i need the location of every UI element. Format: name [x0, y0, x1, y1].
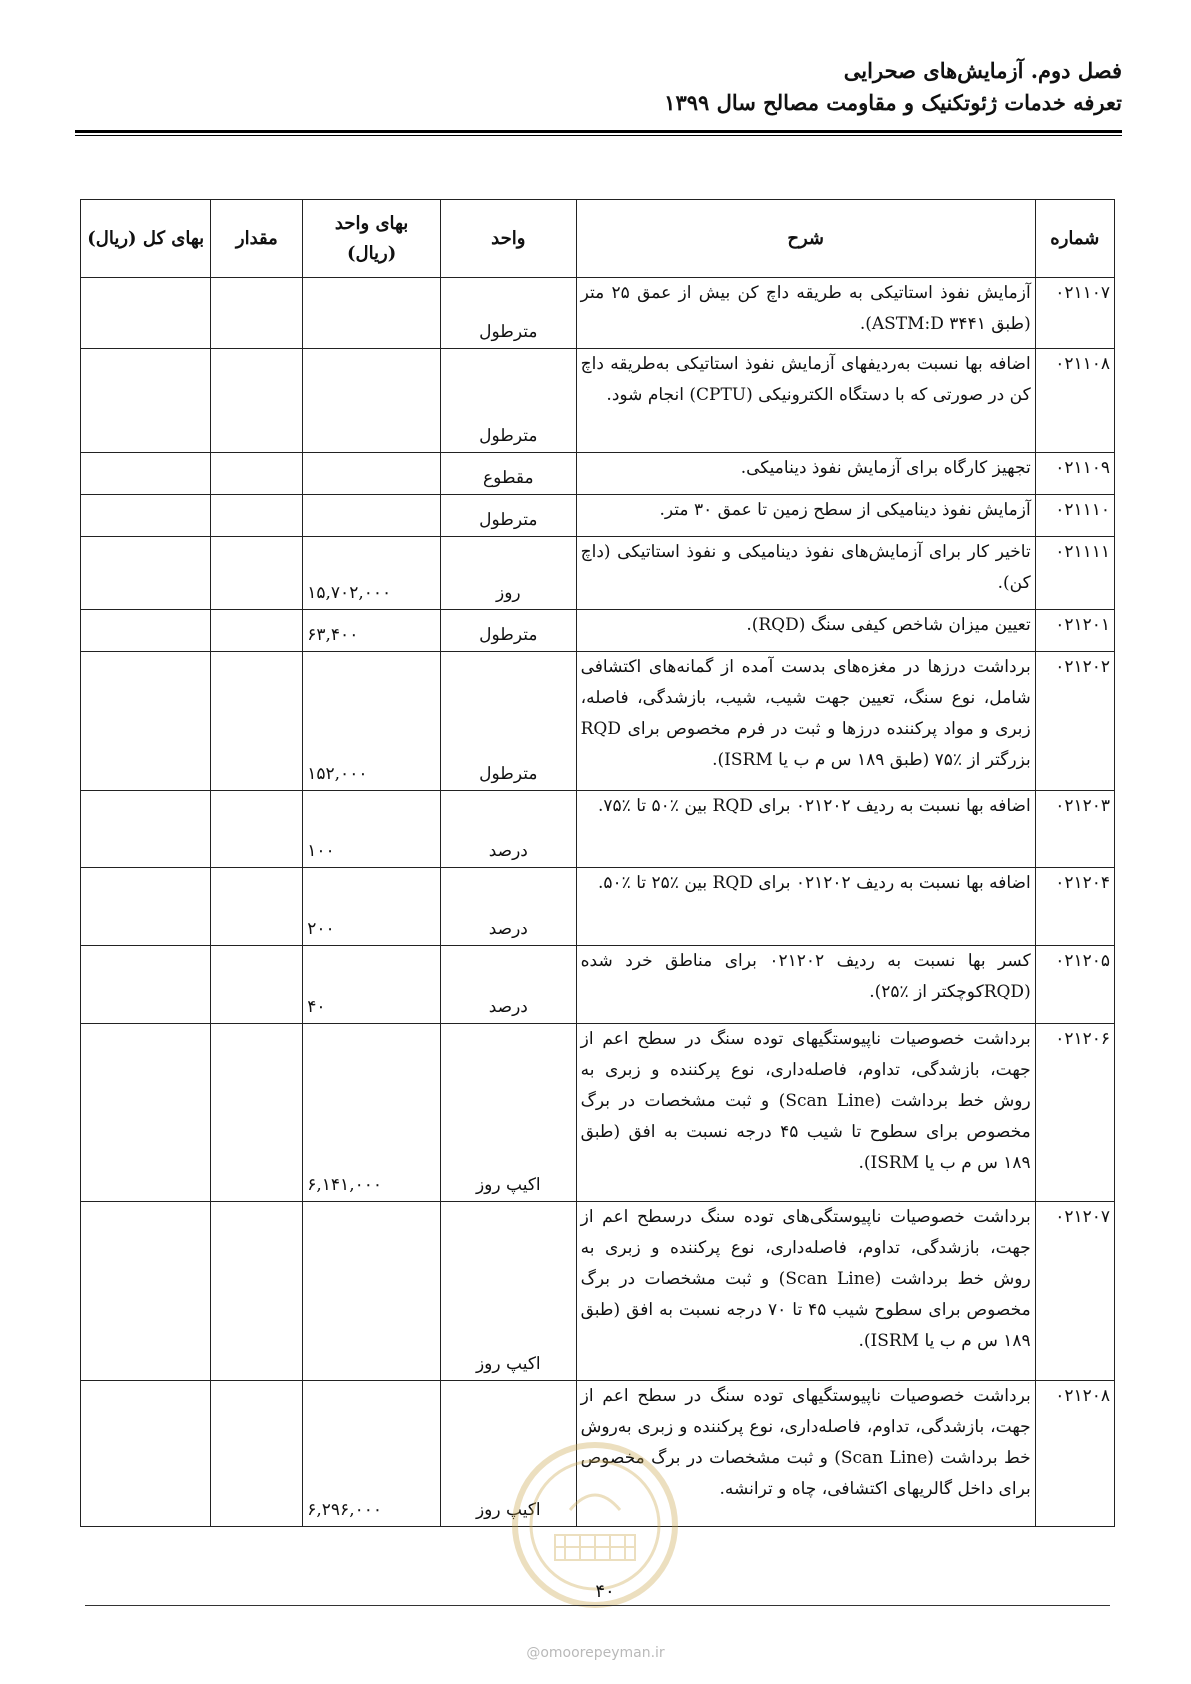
row-description: اضافه بها نسبت به ردیف ۰۲۱۲۰۲ برای RQD بین ٪۲۵ تا ٪۵۰. [576, 868, 1035, 946]
header-total-price: بهای کل (ریال) [81, 200, 211, 278]
row-total [81, 453, 211, 495]
row-code: ۰۲۱۱۰۷ [1035, 278, 1114, 349]
row-description: تاخیر کار برای آزمایش‌های نفوذ دینامیکی و نفوذ استاتیکی (داچ کن). [576, 537, 1035, 610]
row-description: کسر بها نسبت به ردیف ۰۲۱۲۰۲ برای مناطق خرد شده (RQDکوچکتر از ٪۲۵). [576, 946, 1035, 1024]
row-unit: مترطول [440, 652, 576, 791]
row-unit: مترطول [440, 278, 576, 349]
table-row [81, 453, 1115, 495]
header-quantity: مقدار [211, 200, 303, 278]
row-code: ۰۲۱۱۰۸ [1035, 349, 1114, 453]
table-row [81, 278, 1115, 349]
row-quantity [211, 610, 303, 652]
table-row [81, 1202, 1115, 1381]
row-unit: مترطول [440, 495, 576, 537]
row-unit: مقطوع [440, 453, 576, 495]
row-total [81, 868, 211, 946]
row-code: ۰۲۱۲۰۳ [1035, 791, 1114, 868]
row-code: ۰۲۱۱۱۰ [1035, 495, 1114, 537]
row-total [81, 946, 211, 1024]
row-quantity [211, 495, 303, 537]
footer-rule [85, 1605, 1110, 1606]
header-unit: واحد [440, 200, 576, 278]
row-unit-price: ۱۵۲,۰۰۰ [303, 652, 441, 791]
row-unit: اکیپ روز [440, 1202, 576, 1381]
table-row [81, 946, 1115, 1024]
row-total [81, 278, 211, 349]
row-unit-price: ۶۳,۴۰۰ [303, 610, 441, 652]
row-description: برداشت خصوصیات ناپیوستگیهای توده سنگ در سطح اعم از جهت، بازشدگی، تداوم، فاصله‌داری، نوع پرکننده و زبری به‌روش خط برداشت (Scan Line) و ثبت مشخصات در برگ مخصوص برای داخل گالریهای اکتشافی، چاه و ترانشه. [576, 1381, 1035, 1527]
row-unit: درصد [440, 791, 576, 868]
row-quantity [211, 946, 303, 1024]
table-row [81, 610, 1115, 652]
row-quantity [211, 1024, 303, 1202]
table-row [81, 537, 1115, 610]
row-quantity [211, 652, 303, 791]
row-unit-price: ۶,۲۹۶,۰۰۰ [303, 1381, 441, 1527]
row-total [81, 349, 211, 453]
row-total [81, 1381, 211, 1527]
row-quantity [211, 349, 303, 453]
row-quantity [211, 453, 303, 495]
row-code: ۰۲۱۱۱۱ [1035, 537, 1114, 610]
tariff-table [80, 199, 1115, 1527]
row-unit: مترطول [440, 610, 576, 652]
row-total [81, 1202, 211, 1381]
row-unit-price [303, 495, 441, 537]
row-unit-price [303, 278, 441, 349]
row-unit-price [303, 453, 441, 495]
row-total [81, 1024, 211, 1202]
row-unit-price: ۶,۱۴۱,۰۰۰ [303, 1024, 441, 1202]
row-unit-price: ۱۵,۷۰۲,۰۰۰ [303, 537, 441, 610]
row-description: برداشت خصوصیات ناپیوستگیهای توده سنگ در سطح اعم از جهت، بازشدگی، تداوم، فاصله‌داری، نوع پرکننده و زبری به روش خط برداشت (Scan Line) و ثبت مشخصات در برگ مخصوص برای سطوح تا شیب ۴۵ درجه نسبت به افق (طبق ۱۸۹ س م ب یا ISRM). [576, 1024, 1035, 1202]
row-unit-price [303, 349, 441, 453]
row-quantity [211, 537, 303, 610]
row-total [81, 610, 211, 652]
row-description: اضافه بها نسبت به ردیف ۰۲۱۲۰۲ برای RQD بین ٪۵۰ تا ٪۷۵. [576, 791, 1035, 868]
row-code: ۰۲۱۲۰۱ [1035, 610, 1114, 652]
row-code: ۰۲۱۲۰۲ [1035, 652, 1114, 791]
row-unit-price [303, 1202, 441, 1381]
page-number: ۴۰ [595, 1581, 615, 1602]
table-row [81, 1024, 1115, 1202]
row-unit: اکیپ روز [440, 1381, 576, 1527]
header-rule-thick [75, 130, 1122, 133]
row-description: برداشت درزها در مغزه‌های بدست آمده از گمانه‌های اکتشافی شامل، نوع سنگ، تعیین جهت شیب، شیب، بازشدگی، فاصله، زبری و مواد پرکننده درزها و ثبت در فرم مخصوص برای RQD بزرگتر از ٪۷۵ (طبق ۱۸۹ س م ب یا ISRM). [576, 652, 1035, 791]
row-quantity [211, 278, 303, 349]
row-unit: درصد [440, 868, 576, 946]
row-total [81, 495, 211, 537]
row-unit: درصد [440, 946, 576, 1024]
chapter-title: فصل دوم. آزمایش‌های صحرایی [843, 58, 1122, 83]
row-unit: اکیپ روز [440, 1024, 576, 1202]
document-title: تعرفه خدمات ژئوتکنیک و مقاومت مصالح سال ۱۳۹۹ [664, 90, 1122, 115]
row-description: آزمایش نفوذ دینامیکی از سطح زمین تا عمق ۳۰ متر. [576, 495, 1035, 537]
row-quantity [211, 791, 303, 868]
row-unit: مترطول [440, 349, 576, 453]
row-description: اضافه بها نسبت به‌ردیفهای آزمایش نفوذ استاتیکی به‌طریقه داچ کن در صورتی که با دستگاه الکترونیکی (CPTU) انجام شود. [576, 349, 1035, 453]
header-unit-price-label: بهای واحد [334, 212, 409, 234]
row-total [81, 537, 211, 610]
header-description: شرح [576, 200, 1035, 278]
row-unit-price: ۲۰۰ [303, 868, 441, 946]
row-unit: روز [440, 537, 576, 610]
row-unit-price: ۴۰ [303, 946, 441, 1024]
row-description: آزمایش نفوذ استاتیکی به طریقه داچ کن بیش از عمق ۲۵ متر (طبق ASTM:D ۳۴۴۱). [576, 278, 1035, 349]
table-header-row [81, 200, 1115, 278]
row-quantity [211, 1202, 303, 1381]
table-row [81, 868, 1115, 946]
header-unit-price [303, 200, 441, 278]
row-quantity [211, 1381, 303, 1527]
row-code: ۰۲۱۱۰۹ [1035, 453, 1114, 495]
row-description: تعیین میزان شاخص کیفی سنگ (RQD). [576, 610, 1035, 652]
header-rule-thin [75, 135, 1122, 136]
row-description: برداشت خصوصیات ناپیوستگی‌های توده سنگ درسطح اعم از جهت، بازشدگی، تداوم، فاصله‌داری، نوع پرکننده و زبری به روش خط برداشت (Scan Line) و ثبت مشخصات در برگ مخصوص برای سطوح شیب ۴۵ تا ۷۰ درجه نسبت به افق (طبق ۱۸۹ س م ب یا ISRM). [576, 1202, 1035, 1381]
table-row [81, 495, 1115, 537]
row-code: ۰۲۱۲۰۷ [1035, 1202, 1114, 1381]
table-row [81, 791, 1115, 868]
table-row [81, 349, 1115, 453]
header-code: شماره [1035, 200, 1114, 278]
watermark-url: @omoorepeyman.ir [526, 1645, 665, 1661]
row-total [81, 652, 211, 791]
row-total [81, 791, 211, 868]
row-description: تجهیز کارگاه برای آزمایش نفوذ دینامیکی. [576, 453, 1035, 495]
page-header [75, 55, 1122, 119]
row-quantity [211, 868, 303, 946]
row-unit-price: ۱۰۰ [303, 791, 441, 868]
row-code: ۰۲۱۲۰۵ [1035, 946, 1114, 1024]
table-row [81, 652, 1115, 791]
header-unit-price-currency: (ریال) [346, 242, 397, 264]
row-code: ۰۲۱۲۰۸ [1035, 1381, 1114, 1527]
row-code: ۰۲۱۲۰۶ [1035, 1024, 1114, 1202]
row-code: ۰۲۱۲۰۴ [1035, 868, 1114, 946]
